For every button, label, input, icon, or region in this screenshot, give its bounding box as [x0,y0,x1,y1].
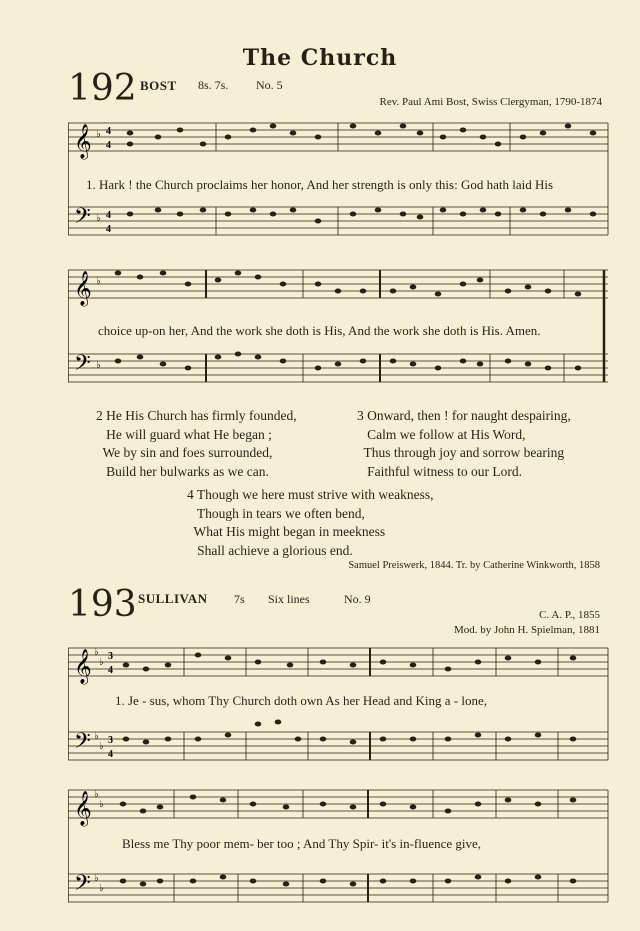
hymn-193-tune-number: No. 9 [344,592,371,606]
svg-text:♭: ♭ [99,741,104,752]
hymn-193-meter: 7s [234,592,245,606]
svg-text:4: 4 [106,126,111,137]
hymn-192-author: Rev. Paul Ami Bost, Swiss Clergyman, 1790-1874 [379,96,602,108]
hymn-193-attribution-2: Mod. by John H. Spielman, 1881 [453,624,600,636]
svg-text:♭: ♭ [96,276,101,287]
svg-text:4: 4 [106,140,111,151]
svg-text:𝄢: 𝄢 [74,729,91,759]
svg-text:4: 4 [108,665,113,676]
svg-text:♭: ♭ [94,731,99,742]
hymn-192-stanza-3: 3 Onward, then ! for naught despairing, Calm we follow at His Word, Thus through joy and sorrow bearing Faithful witness to our Lord. [357,408,571,479]
svg-text:𝄞: 𝄞 [74,649,92,684]
page-header: The Church [242,45,398,71]
svg-text:𝄢: 𝄢 [74,204,91,234]
hymn-192-lyric-2: choice up-on her, And the work she doth is His, And the work she doth is His. Amen. [98,323,541,338]
hymn-192-tune-number: No. 5 [256,78,283,92]
svg-text:4: 4 [106,224,111,235]
hymn-192-credit: Samuel Preiswerk, 1844. Tr. by Catherine Winkworth, 1858 [348,560,600,571]
hymn-193-attribution-1: C. A. P., 1855 [539,609,600,621]
hymn-193-number: 193 [68,584,137,625]
svg-text:♭: ♭ [99,883,104,894]
hymn-192-number: 192 [68,68,137,109]
svg-text:♭: ♭ [99,799,104,810]
hymn-193-lyric-1: 1. Je - sus, whom Thy Church doth own As her Head and King a - lone, [115,693,488,708]
svg-text:3: 3 [108,735,113,746]
svg-text:𝄢: 𝄢 [74,351,91,381]
svg-text:4: 4 [106,210,111,221]
svg-text:𝄞: 𝄞 [74,791,92,826]
svg-text:♭: ♭ [94,789,99,800]
svg-text:♭: ♭ [96,360,101,371]
hymn-192-lyric-1: 1. Hark ! the Church proclaims her honor, And her strength is only this: God hath laid His [86,177,554,192]
svg-text:♭: ♭ [94,873,99,884]
svg-text:3: 3 [108,651,113,662]
hymn-193-tune: SULLIVAN [138,591,208,606]
hymn-193-meter-lines: Six lines [268,592,310,606]
hymn-192-meter: 8s. 7s. [198,78,229,92]
hymn-192-tune: BOST [140,78,177,93]
svg-text:𝄞: 𝄞 [74,124,92,159]
svg-text:♭: ♭ [96,129,101,140]
svg-text:𝄞: 𝄞 [74,271,92,306]
hymn-192-stanza-4: 4 Though we here must strive with weakness, Though in tears we often bend, What His might began in meekness Shall achieve a glorious end. [187,487,434,558]
svg-text:♭: ♭ [96,213,101,224]
svg-text:𝄢: 𝄢 [74,871,91,901]
hymn-193-lyric-2: Bless me Thy poor mem- ber too ; And Thy Spir- it's in-fluence give, [122,836,482,851]
svg-text:♭: ♭ [99,657,104,668]
svg-text:♭: ♭ [94,647,99,658]
svg-text:4: 4 [108,749,113,760]
hymn-192-stanza-2: 2 He His Church has firmly founded, He will guard what He began ; We by sin and foes surrounded, Build her bulwarks as we can. [96,408,297,479]
